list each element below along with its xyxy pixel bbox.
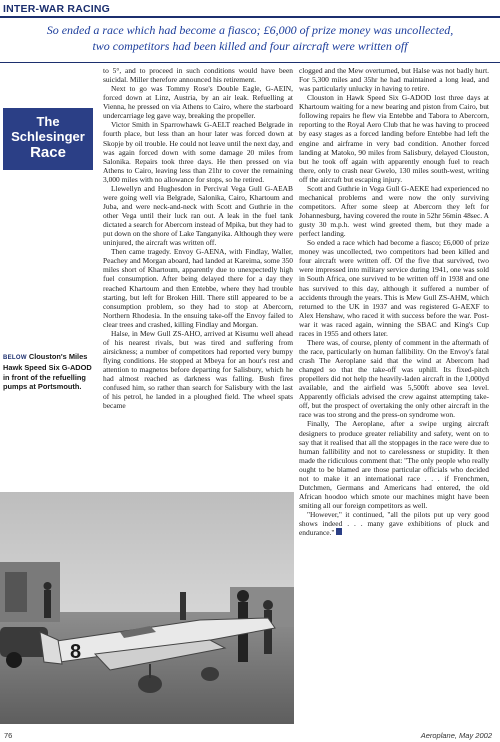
- paragraph-last: [299, 510, 489, 537]
- paragraph: Then came tragedy. Envoy G-AENA, with Findlay, Waller, Peachey and Morgan aboard, had landed at Kareima, some 350 miles short of Khartoum, apparently due to unexpectedly high fuel consumption. After being delayed there for a day they reached Khartoum and then Entebbe, where they had trouble starting, but left for Broken Hill. There still appeared to be a consumption problem, so they had to stop at Abercorn, Northern Rhodesia. In the ensuing take-off the Envoy failed to clear trees and crashed, killing Findlay and Morgan.: [103, 247, 293, 329]
- paragraph: Finally, The Aeroplane, after a swipe urging aircraft designers to produce greater reliability and safety, went on to say that it realised that all the stoppages in the race were due to human fallibility and not to carelessness or stupidity. It then made the ridiculous comment that: "The only people who really ought to be blamed are those particular officials who decided not to make it an international race . . . if Frenchmen, Dutchmen, Germans and Americans had entered, the old African hoodoo which smote our machines might have been smiting all our foreign competitors as well.: [299, 419, 489, 510]
- pull-quote-line-2: two competitors had been killed and four aircraft were written off: [92, 39, 408, 53]
- paragraph: clogged and the Mew overturned, but Halse was not badly hurt. For 5,300 miles and 35hr he had maintained a long lead, and was particularly unlucky in having to retire.: [299, 66, 489, 94]
- closing-quote: "However," it continued, "all the pilots put up very good shows indeed . . . many gave exhibitions of pluck and endurance.": [299, 510, 489, 538]
- end-mark-icon: [336, 528, 342, 535]
- caption-text: Clouston's Miles Hawk Speed Six G-ADOD in front of the refuelling pumps at Portsmouth.: [3, 352, 92, 392]
- page-footer: [0, 727, 500, 741]
- article-column-1: [103, 66, 293, 536]
- badge-line-2: Schlesinger: [11, 129, 85, 144]
- paragraph: Clouston in Hawk Speed Six G-ADOD lost three days at Khartoum waiting for a new bearing and piston from Cairo, but following repairs he flew via Entebbe and Tabora to Abercorn, reporting to the Royal Aero Club that he was having to proceed by easy stages as a forced landing before Entebbe had left the engine and airframe in very bad condition. Another forced landing at Matoko, 90 miles from Salisbury, delayed Clouston, but he took off again with apparently enough fuel to reach there, only to crash near Gwelo, 130 miles south-west, writing off the aircraft but escaping injury.: [299, 93, 489, 184]
- section-title: INTER-WAR RACING: [3, 3, 111, 15]
- paragraph: Scott and Guthrie in Vega Gull G-AEKE had experienced no mechanical problems and were now the only surviving competitors. After some sleep at Abercorn they left for Johannesburg, having covered the route in 52hr 56min 48sec. A gusty 30 m.p.h. west wind greeted them, but they made a perfect landing.: [299, 183, 489, 239]
- badge-line-3: Race: [30, 144, 66, 161]
- article-column-2: [299, 66, 489, 730]
- paragraph: Next to go was Tommy Rose's Double Eagle, G-AEIN, forced down at Linz, Austria, by an air leak. Refuelling at Vienna, he pressed on via Athens to Cairo, where the starboard undercarriage leg gave way, breaking the propeller.: [103, 84, 293, 121]
- paragraph: So ended a race which had become a fiasco; £6,000 of prize money was uncollected, two competitors had been killed and four aircraft were written off. Of the five that survived, two were impressed into military service during 1941, one was sold in South Africa, one survived to be written off in 1938 and one has survived to this day, although it suffered a number of accidents through the years. This is Mew Gull ZS-AHM, which returned to the UK in 1937 and was registered G-AEXF to Alex Henshaw, who raced it with success before the war. Post-war it was raced again, winning the SBAC and King's Cup races in 1955 and others later.: [299, 238, 489, 338]
- aircraft-photo-illustration: [0, 492, 294, 724]
- svg-text:8: 8: [70, 641, 82, 663]
- caption-label: BELOW: [3, 355, 27, 361]
- header-rule: [0, 16, 500, 18]
- paragraph: Victor Smith in Sparrowhawk G-AELT reached Belgrade in fourth place, but less than an hour later was forced down at Skopje by oil trouble. He could not leave until the next day, and was again forced down with some damage 20 miles from Salonika. Repairs took three days. He then pressed on via Athens to Cairo, leaving less than 21hr to cover the remaining 3,000 miles with no allowance for stops, so he retired.: [103, 120, 293, 184]
- pull-quote-line-1: So ended a race which had become a fiasco; £6,000 of prize money was uncollected,: [46, 23, 454, 37]
- pull-quote-rule: [0, 62, 500, 63]
- aircraft-photo: [0, 492, 294, 724]
- series-badge: [3, 108, 93, 170]
- page-number: 76: [4, 731, 13, 740]
- badge-line-1: The: [36, 114, 60, 129]
- photo-caption: [3, 352, 95, 392]
- paragraph: Llewellyn and Hughesdon in Percival Vega Gull G-AEAB were going well via Belgrade, Salonika, Cairo, Khartoum and Juba, and were neck-and-neck with Scott and Guthrie in the other Vega until their luck ran out. A leak in the fuel tank dictated a search for Abercorn instead of Mpika, but they had to put down on the shore of Lake Tanganyika. Although they were uninjured, the aircraft was written off.: [103, 183, 293, 248]
- magazine-issue: Aeroplane, May 2002: [420, 731, 492, 740]
- paragraph: to 5°, and to proceed in such conditions would have been suicidal. Miller therefore announced his retirement.: [103, 66, 293, 85]
- paragraph: Halse, in Mew Gull ZS-AHO, arrived at Kisumu well ahead of his nearest rivals, but was tired and suffering from airsickness; a number of competitors had reported very bumpy flying conditions. He stopped at Mbeya for an hour's rest and attention to magnetos before departing for Salisbury, which he had almost reached as darkness was falling. Bush fires confused him, so rather than search for Salisbury with the last of his petrol, he landed in a ploughed field. The wheel spats became: [103, 328, 293, 411]
- pull-quote: [20, 22, 480, 54]
- paragraph: There was, of course, plenty of comment in the aftermath of the race, particularly on human fallibility. On the Envoy's fatal crash The Aeroplane said that the wind at Abercorn had changed so that the take-off was uphill. Its fixed-pitch propellers did not help the heavily-laden aircraft in the 1,000yd available, and the airfield was 5,500ft above sea level. Apparently officials advised the crew against attempting take-off, but the prospect of overtaking the only other aircraft in the race was too strong and the press-on syndrome won.: [299, 337, 489, 420]
